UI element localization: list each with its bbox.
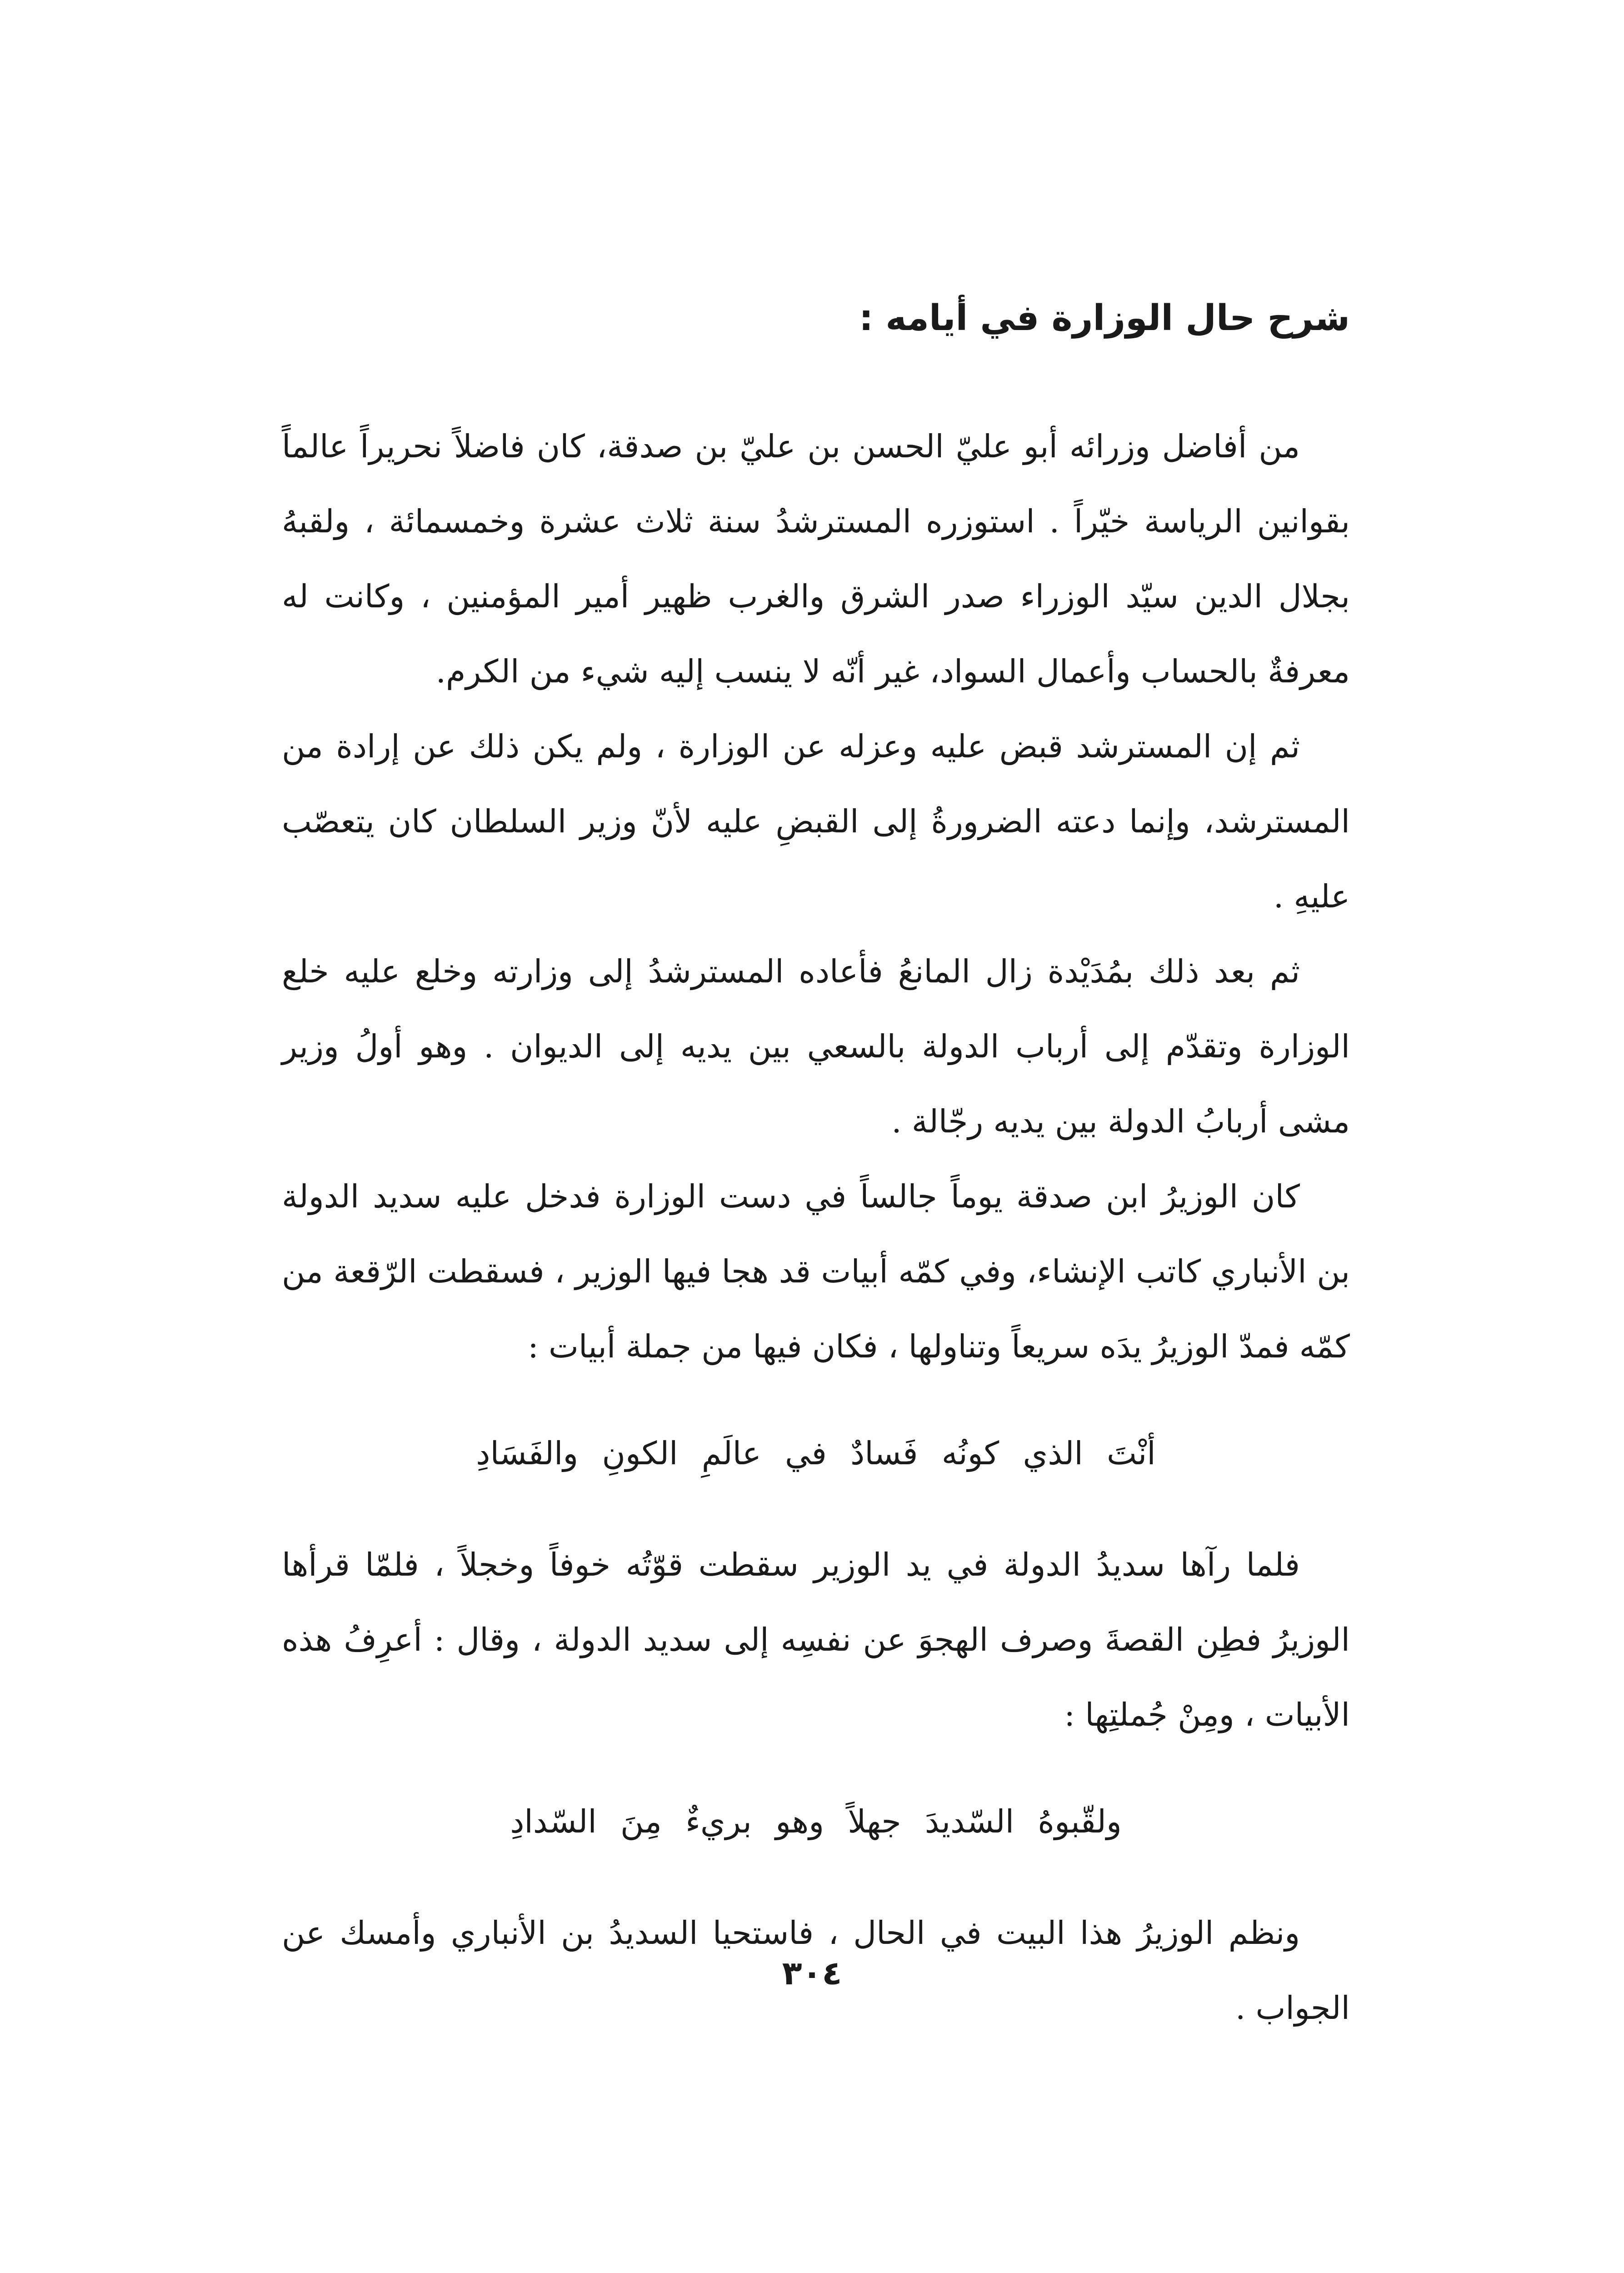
paragraph-ibn-sadaqa-intro: من أفاضل وزرائه أبو عليّ الحسن بن عليّ بن صدقة، كان فاضلاً نحريراً عالماً بقوانين الرياسة خيّراً . استوزره المسترشدُ سنة ثلاث عشرة وخمسمائة ، ولقبهُ بجلال الدين سيّد الوزراء صدر الشرق والغرب ظهير أمير المؤمنين ، وكانت له معرفةٌ بالحساب وأعمال السواد، غير أنّه لا ينسب إليه شيء من الكرم. (282, 428, 1350, 690)
verse-line-1: أنْتَ الذي كونُه فَسادٌ في عالَمِ الكونِ والفَسَادِ (476, 1435, 1156, 1472)
page-body (282, 291, 1350, 2046)
paragraph-reinstatement: ثم بعد ذلك بمُدَيْدة زال المانعُ فأعاده المسترشدُ إلى وزارته وخلع عليه خلع الوزارة وتقدّم إلى أرباب الدولة بالسعي بين يديه إلى الديوان . وهو أولُ وزير مشى أربابُ الدولة بين يديه رجّالة . (282, 953, 1350, 1140)
section-heading: شرح حال الوزارة في أيامه : (859, 298, 1350, 339)
paragraph-arrest: ثم إن المسترشد قبض عليه وعزله عن الوزارة ، ولم يكن ذلك عن إرادة من المسترشد، وإنما دعته الضرورةُ إلى القبضِ عليه لأنّ وزير السلطان كان يتعصّب عليهِ . (282, 728, 1350, 915)
paragraph-conclusion: ونظم الوزيرُ هذا البيت في الحال ، فاستحيا السديدُ بن الأنباري وأمسك عن الجواب . (282, 1914, 1350, 2027)
verse-line-2: ولقّبوهُ السّديدَ جهلاً وهو بريءٌ مِنَ السّدادِ (510, 1803, 1122, 1840)
paragraph-satire-incident: كان الوزيرُ ابن صدقة يوماً جالساً في دست الوزارة فدخل عليه سديد الدولة بن الأنباري كاتب الإنشاء، وفي كمّه أبيات قد هجا فيها الوزير ، فسقطت الرّقعة من كمّه فمدّ الوزيرُ يدَه سريعاً وتناولها ، فكان فيها من جملة أبيات : (282, 1178, 1350, 1365)
paragraph-vizier-response: فلما رآها سديدُ الدولة في يد الوزير سقطت قوّتُه خوفاً وخجلاً ، فلمّا قرأها الوزيرُ فطِن القصةَ وصرف الهجوَ عن نفسِه إلى سديد الدولة ، وقال : أعرِفُ هذه الأبيات ، ومِنْ جُملتِها : (282, 1546, 1350, 1733)
page-number: ٣٠٤ (782, 1954, 842, 1992)
